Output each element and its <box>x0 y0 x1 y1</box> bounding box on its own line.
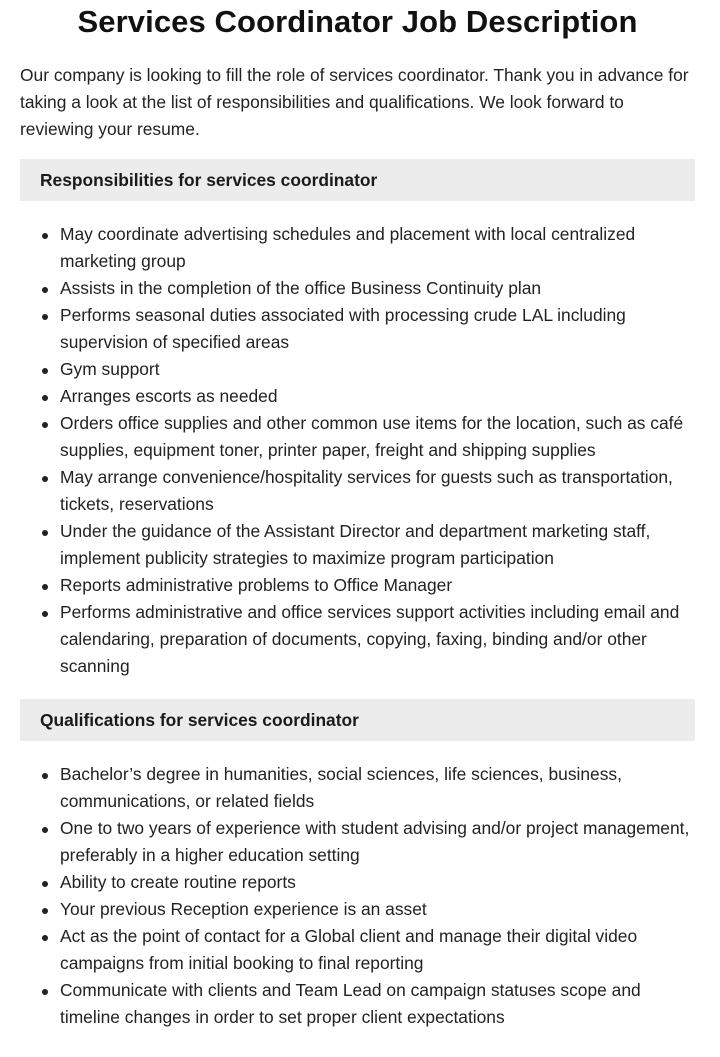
list-item <box>20 572 695 599</box>
list-item-text: Arranges escorts as needed <box>60 386 278 406</box>
list-item <box>20 302 695 356</box>
list-item <box>20 464 695 518</box>
list-item <box>20 761 695 815</box>
page-title: Services Coordinator Job Description <box>77 4 638 39</box>
list-item <box>20 275 695 302</box>
list-item-text: Performs seasonal duties associated with processing crude LAL including supervision of specified areas <box>60 305 626 352</box>
bullet-icon <box>42 773 48 779</box>
list-item <box>20 869 695 896</box>
bullet-icon <box>42 827 48 833</box>
list-item-text: Act as the point of contact for a Global client and manage their digital video campaigns from initial booking to final reporting <box>60 926 638 973</box>
bullet-icon <box>42 584 48 590</box>
list-item <box>20 518 695 572</box>
list-item-text: Ability to create routine reports <box>60 872 296 892</box>
bullet-icon <box>42 611 48 617</box>
bullet-icon <box>42 989 48 995</box>
list-item-text: Performs administrative and office services support activities including email and calendaring, preparation of documents, copying, faxing, binding and/or other scanning <box>60 602 680 676</box>
list-item-text: Communicate with clients and Team Lead on campaign statuses scope and timeline changes in order to set proper client expectations <box>60 980 641 1027</box>
list-item <box>20 356 695 383</box>
list-item <box>20 599 695 680</box>
bullet-icon <box>42 908 48 914</box>
list-item <box>20 383 695 410</box>
bullet-icon <box>42 314 48 320</box>
list-item <box>20 815 695 869</box>
list-item-text: May arrange convenience/hospitality services for guests such as transportation, tickets, reservations <box>60 467 673 514</box>
bullet-icon <box>42 935 48 941</box>
qualifications-list <box>20 761 695 1031</box>
list-item-text: May coordinate advertising schedules and placement with local centralized marketing group <box>60 224 636 271</box>
intro-paragraph: Our company is looking to fill the role of services coordinator. Thank you in advance for taking a look at the list of responsibilities and qualifications. We look forward to reviewing your resume. <box>20 65 689 139</box>
bullet-icon <box>42 476 48 482</box>
list-item <box>20 221 695 275</box>
list-item-text: Your previous Reception experience is an asset <box>60 899 427 919</box>
list-item-text: Orders office supplies and other common use items for the location, such as café supplies, equipment toner, printer paper, freight and shipping supplies <box>60 413 684 460</box>
list-item-text: Assists in the completion of the office Business Continuity plan <box>60 278 542 298</box>
list-item-text: Reports administrative problems to Office Manager <box>60 575 453 595</box>
list-item <box>20 410 695 464</box>
bullet-icon <box>42 368 48 374</box>
list-item <box>20 977 695 1031</box>
qualifications-heading: Qualifications for services coordinator <box>20 699 695 741</box>
responsibilities-heading: Responsibilities for services coordinator <box>20 159 695 201</box>
list-item-text: Under the guidance of the Assistant Director and department marketing staff, implement publicity strategies to maximize program participation <box>60 521 651 568</box>
list-item-text: Bachelor’s degree in humanities, social sciences, life sciences, business, communications, or related fields <box>60 764 622 811</box>
list-item <box>20 896 695 923</box>
bullet-icon <box>42 287 48 293</box>
bullet-icon <box>42 881 48 887</box>
list-item-text: One to two years of experience with student advising and/or project management, preferably in a higher education setting <box>60 818 690 865</box>
bullet-icon <box>42 395 48 401</box>
list-item-text: Gym support <box>60 359 160 379</box>
bullet-icon <box>42 530 48 536</box>
bullet-icon <box>42 422 48 428</box>
bullet-icon <box>42 233 48 239</box>
responsibilities-list <box>20 221 695 680</box>
list-item <box>20 923 695 977</box>
